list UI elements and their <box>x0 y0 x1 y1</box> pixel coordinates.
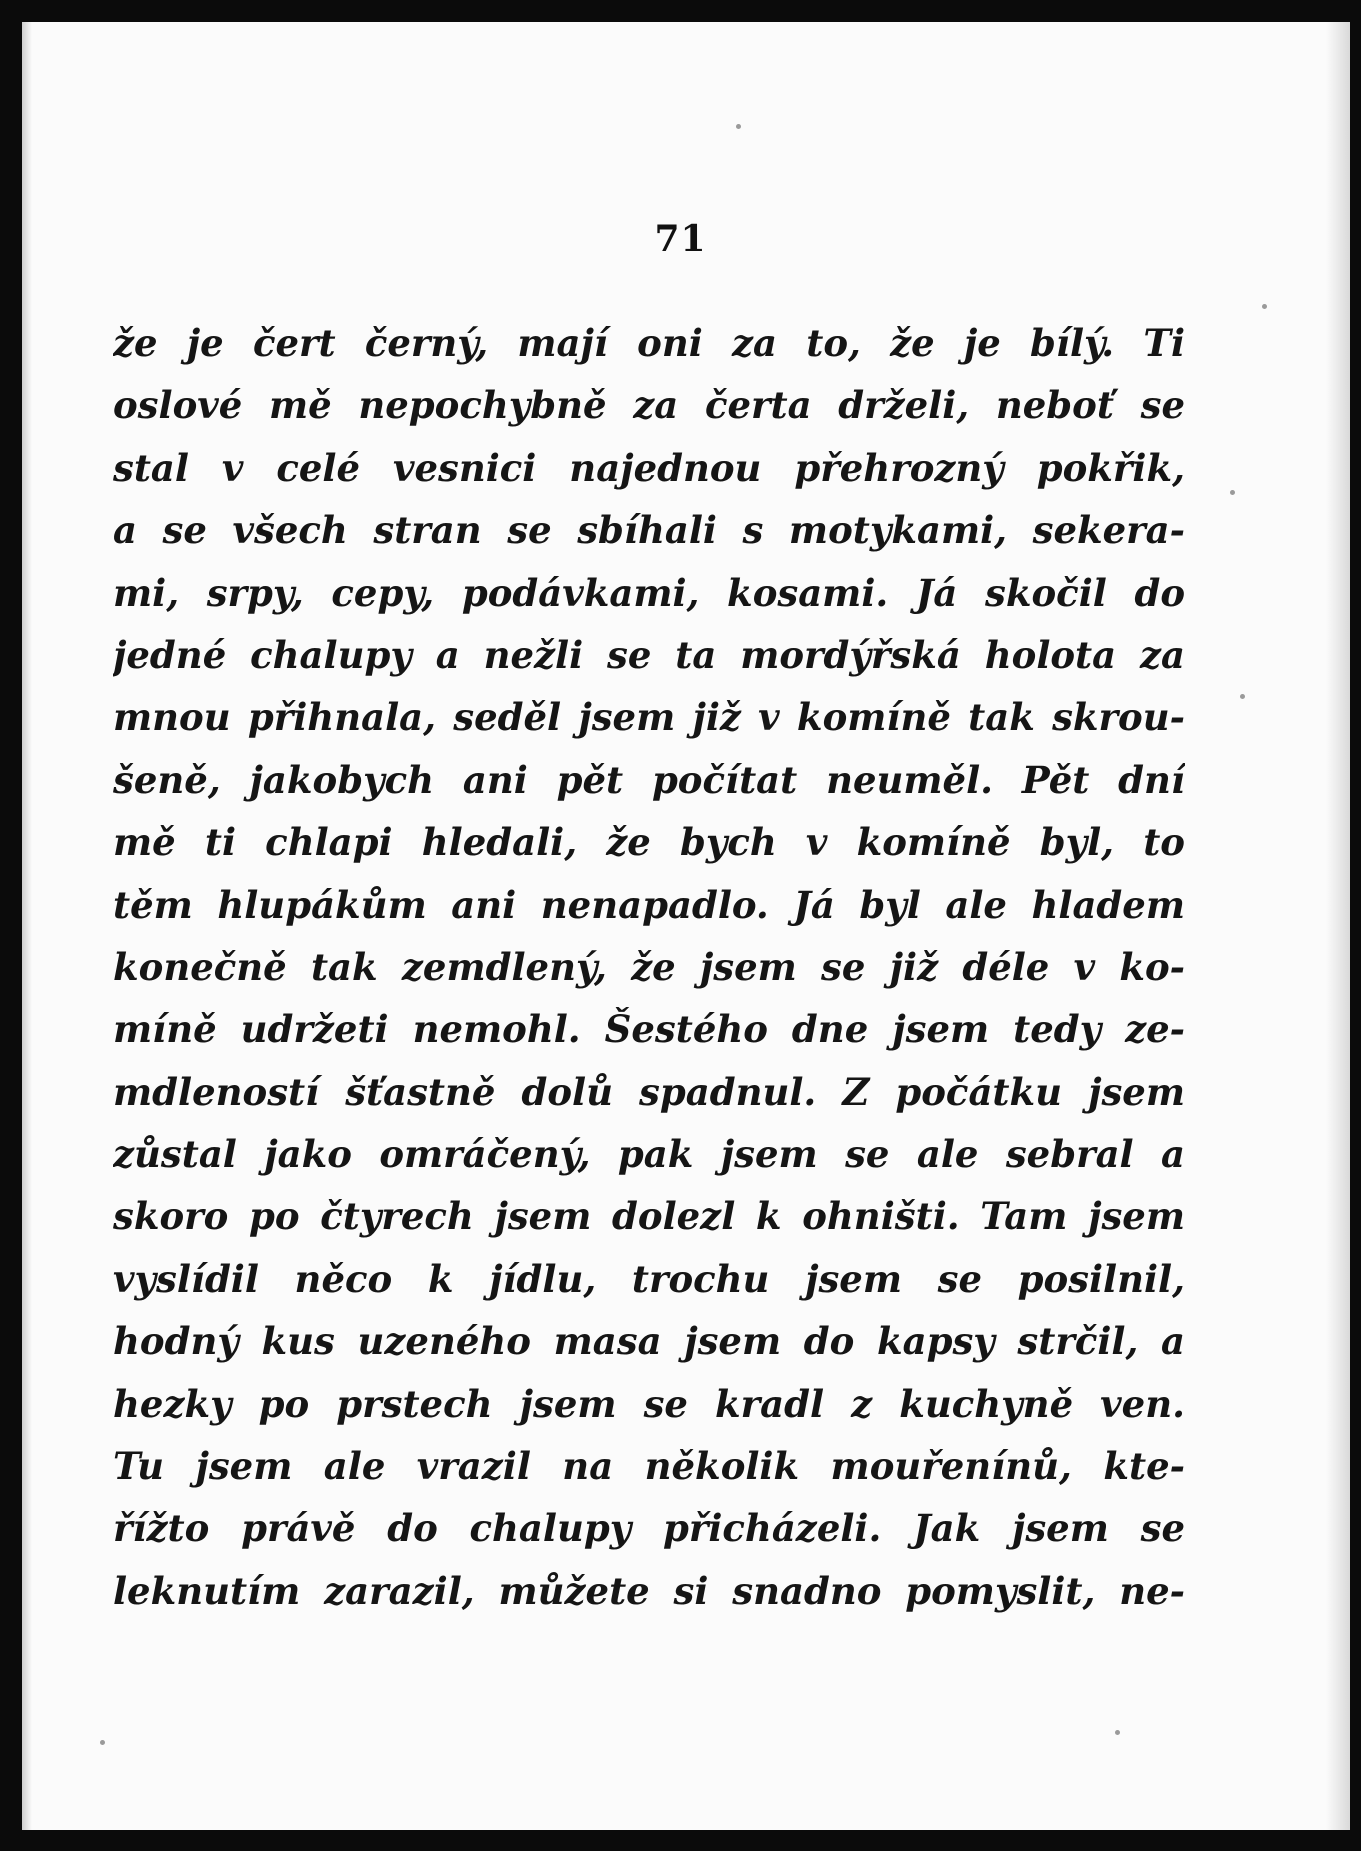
page-number: 71 <box>654 218 707 260</box>
text-line: mnou přihnala, seděl jsem již v komíně tak skrou- <box>113 695 1185 740</box>
text-line: těm hlupákům ani nenapadlo. Já byl ale hladem <box>113 882 1185 927</box>
text-line: míně udržeti nemohl. Šestého dne jsem tedy ze- <box>113 1007 1185 1052</box>
text-line: řížto právě do chalupy přicházeli. Jak jsem se <box>113 1506 1185 1551</box>
text-line: stal v celé vesnici najednou přehrozný pokřik, <box>113 445 1185 490</box>
text-line: hezky po prstech jsem se kradl z kuchyně ven. <box>113 1381 1185 1426</box>
text-line: mdleností šťastně dolů spadnul. Z počátku jsem <box>113 1069 1185 1114</box>
dust-speck <box>1240 694 1245 699</box>
text-line: že je čert černý, mají oni za to, že je bílý. Ti <box>113 321 1185 365</box>
text-line: oslové mě nepochybně za čerta drželi, neboť se <box>113 383 1185 428</box>
text-line: vyslídil něco k jídlu, trochu jsem se posilnil, <box>113 1256 1185 1301</box>
dust-speck <box>736 124 741 129</box>
text-line: šeně, jakobych ani pět počítat neuměl. Pět dní <box>113 757 1185 802</box>
text-line: a se všech stran se sbíhali s motykami, sekera- <box>113 508 1185 553</box>
dust-speck <box>100 1740 105 1745</box>
text-line: skoro po čtyrech jsem dolezl k ohništi. Tam jsem <box>113 1194 1185 1239</box>
text-line: konečně tak zemdlený, že jsem se již déle v ko- <box>113 944 1185 989</box>
dust-speck <box>1262 304 1267 309</box>
text-line: mě ti chlapi hledali, že bych v komíně byl, to <box>113 820 1185 865</box>
text-line: leknutím zarazil, můžete si snadno pomyslit, ne- <box>113 1568 1185 1613</box>
text-line: mi, srpy, cepy, podávkami, kosami. Já skočil do <box>113 570 1185 615</box>
text-line: hodný kus uzeného masa jsem do kapsy strčil, a <box>113 1319 1185 1364</box>
dust-speck <box>1115 1730 1120 1735</box>
page-left-edge <box>22 22 32 1830</box>
text-line: jedné chalupy a nežli se ta mordýřská holota za <box>113 632 1185 677</box>
page-right-edge <box>1326 22 1350 1830</box>
text-line: zůstal jako omráčený, pak jsem se ale sebral a <box>113 1132 1185 1177</box>
body-text <box>113 312 1185 1622</box>
text-line: Tu jsem ale vrazil na několik mouřenínů, kte- <box>113 1444 1185 1489</box>
dust-speck <box>1230 490 1235 495</box>
